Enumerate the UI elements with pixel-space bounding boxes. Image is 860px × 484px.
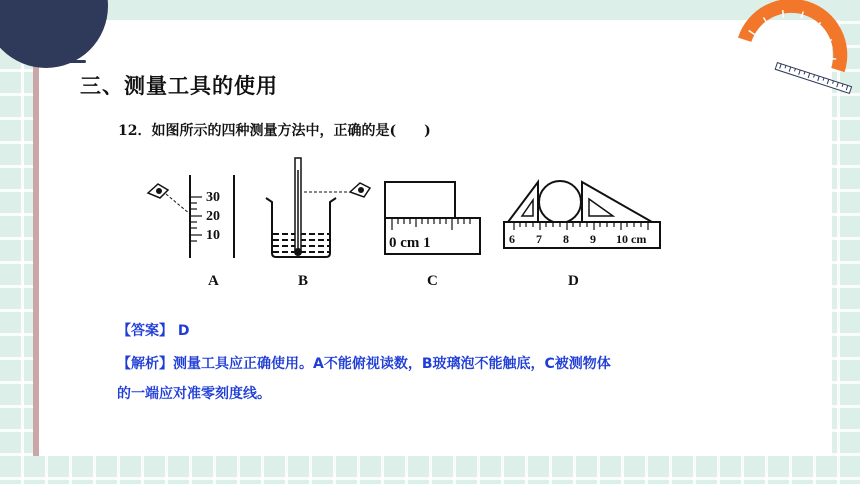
label-b: B [298, 273, 309, 289]
answer-label: 【答案】 [117, 323, 173, 339]
ruler-d-10cm: 10 cm [616, 232, 647, 246]
ruler-d-7: 7 [536, 232, 542, 246]
ruler-d-6: 6 [509, 232, 515, 246]
measurement-diagram [130, 150, 690, 290]
analysis-block [117, 349, 777, 409]
analysis-label: 【解析】 [117, 356, 173, 372]
figure-d [504, 181, 660, 289]
scale-a-30: 30 [206, 190, 220, 205]
figure-a [148, 175, 234, 289]
decorative-underline [22, 60, 86, 63]
answer-line [117, 320, 190, 340]
figure-b [266, 158, 370, 289]
scale-a-10: 10 [206, 228, 220, 243]
analysis-line-1 [117, 349, 777, 379]
scale-a-20: 20 [206, 209, 220, 224]
answer-value: D [177, 323, 190, 339]
section-title: 三、测量工具的使用 [80, 74, 278, 98]
label-a: A [208, 273, 219, 289]
figure-c [385, 182, 480, 289]
analysis-line-2: 的一端应对准零刻度线。 [117, 386, 271, 402]
question-text: 12．如图所示的四种测量方法中，正确的是( ) [118, 123, 431, 139]
protractor-icon [728, 0, 860, 100]
label-d: D [568, 273, 579, 289]
ruler-d-8: 8 [563, 232, 569, 246]
ruler-d-9: 9 [590, 232, 596, 246]
analysis-text-1: 测量工具应正确使用。A不能俯视读数，B玻璃泡不能触底，C被测物体 [173, 356, 611, 372]
label-c: C [427, 273, 438, 289]
ruler-c-label: 0 cm 1 [389, 235, 431, 251]
